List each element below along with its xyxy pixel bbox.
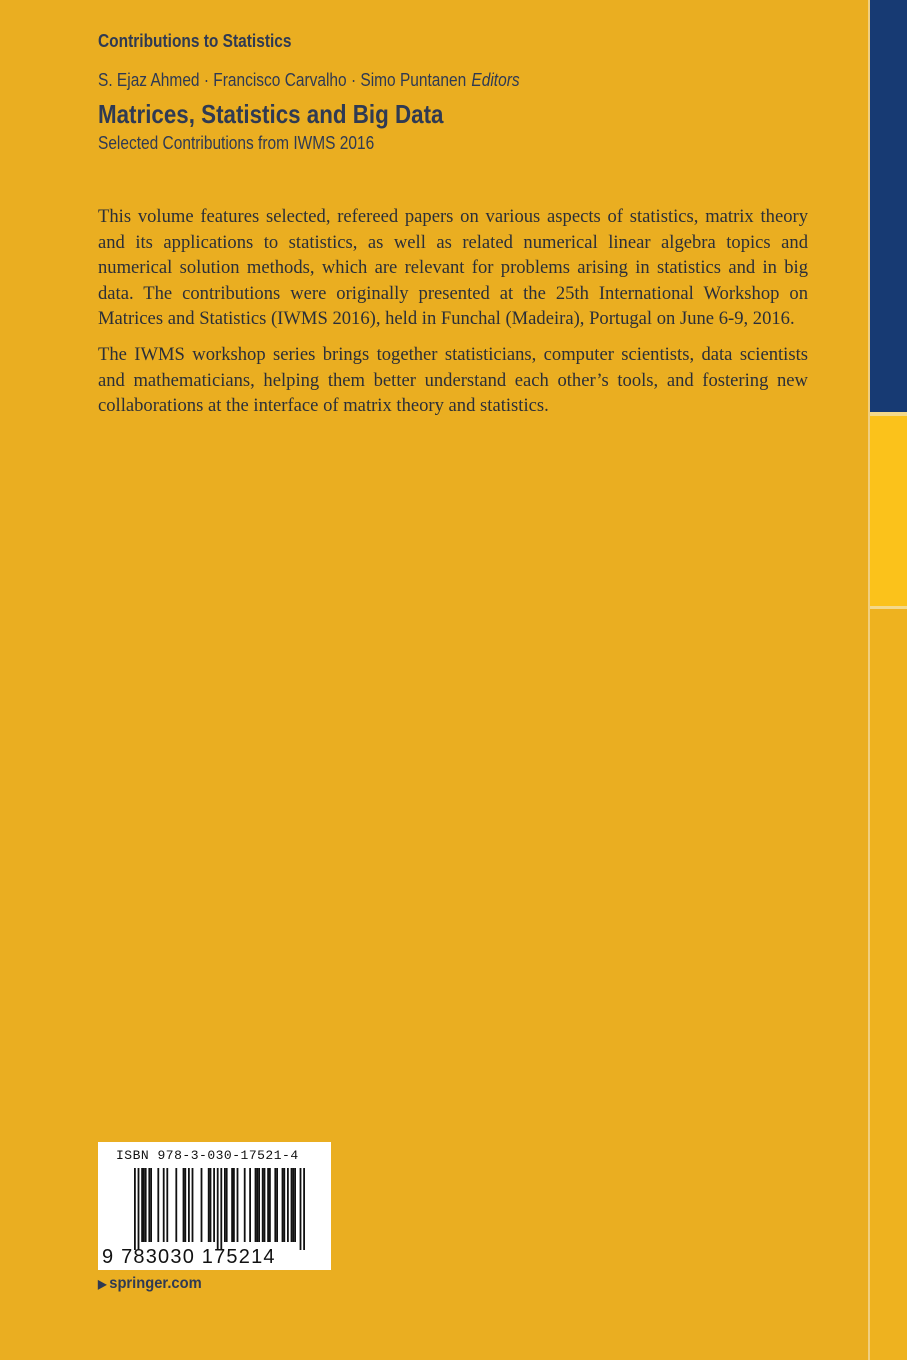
barcode-bar (294, 1168, 296, 1242)
barcode-bar (145, 1168, 147, 1242)
barcode-bar (163, 1168, 165, 1242)
barcode-bar (283, 1168, 285, 1242)
barcode-bar (183, 1168, 185, 1242)
barcode-bar (210, 1168, 212, 1242)
barcode-bar (269, 1168, 271, 1242)
spine-divider (870, 606, 907, 609)
description-paragraph: This volume features selected, refereed papers on various aspects of statistics, matrix theory and its applications to statistics, as well as related numerical linear algebra topics and numerical solution methods, which are relevant for problems arising in statistics and in big data. The contributions were originally presented at the 25th International Workshop on Matrices and Statistics (IWMS 2016), held in Funchal (Madeira), Portugal on June 6-9, 2016. (98, 206, 808, 330)
barcode-bar (300, 1168, 302, 1250)
spine-yellow-band (870, 416, 907, 606)
spine (870, 0, 907, 1360)
barcode-bar (249, 1168, 251, 1242)
barcode-bar (217, 1168, 219, 1250)
barcode-bar (255, 1168, 257, 1242)
barcode-bar (141, 1168, 143, 1242)
barcode-bar (134, 1168, 136, 1250)
book-title: Matrices, Statistics and Big Data (98, 99, 444, 129)
barcode-bar (220, 1168, 222, 1250)
publisher-website[interactable] (98, 1275, 202, 1293)
barcode-bar (256, 1168, 258, 1242)
barcode-bar (276, 1168, 278, 1242)
spine-edge (868, 0, 870, 1360)
description (98, 204, 808, 429)
barcode-bar (166, 1168, 168, 1242)
website-label: springer.com (109, 1275, 202, 1292)
barcode-bar (292, 1168, 294, 1242)
barcode-bar (226, 1168, 228, 1242)
editor-names: S. Ejaz Ahmed · Francisco Carvalho · Simo Puntanen (98, 70, 467, 90)
barcode-bar (287, 1168, 289, 1242)
barcode-bar (303, 1168, 305, 1250)
barcode-bar (192, 1168, 194, 1242)
spine-navy-band (870, 0, 907, 412)
barcode-bar (244, 1168, 246, 1242)
barcode-bar (208, 1168, 210, 1242)
barcode-bar (267, 1168, 269, 1242)
barcode-bar (157, 1168, 159, 1242)
barcode (98, 1142, 331, 1270)
barcode-bar (184, 1168, 186, 1242)
editors-line (98, 70, 520, 91)
barcode-bar (262, 1168, 264, 1242)
barcode-digits: 9 783030 175214 (102, 1246, 276, 1268)
barcode-bar (264, 1168, 266, 1242)
barcode-bar (224, 1168, 226, 1242)
book-subtitle: Selected Contributions from IWMS 2016 (98, 133, 375, 153)
barcode-bars (106, 1168, 322, 1250)
barcode-bar (213, 1168, 215, 1242)
barcode-bar (143, 1168, 145, 1242)
barcode-bar (201, 1168, 203, 1242)
barcode-bar (150, 1168, 152, 1242)
barcode-bar (237, 1168, 239, 1242)
barcode-bar (282, 1168, 284, 1242)
play-arrow-icon: ▶ (98, 1277, 107, 1291)
barcode-bar (291, 1168, 293, 1242)
description-paragraph: The IWMS workshop series brings together statisticians, computer scientists, data scientists and mathematicians, helping them better understand each other’s tools, and fostering new collaborations at the interface of matrix theory and statistics. (98, 343, 808, 417)
barcode-bar (138, 1168, 140, 1250)
barcode-bar (175, 1168, 177, 1242)
barcode-bar (258, 1168, 260, 1242)
editors-role: Editors (471, 70, 520, 90)
barcode-bar (233, 1168, 235, 1242)
series-name: Contributions to Statistics (98, 31, 292, 51)
barcode-bar (231, 1168, 233, 1242)
barcode-bar (274, 1168, 276, 1242)
barcode-bar (148, 1168, 150, 1242)
isbn-label: ISBN 978-3-030-17521-4 (116, 1148, 299, 1163)
barcode-bar (188, 1168, 190, 1242)
